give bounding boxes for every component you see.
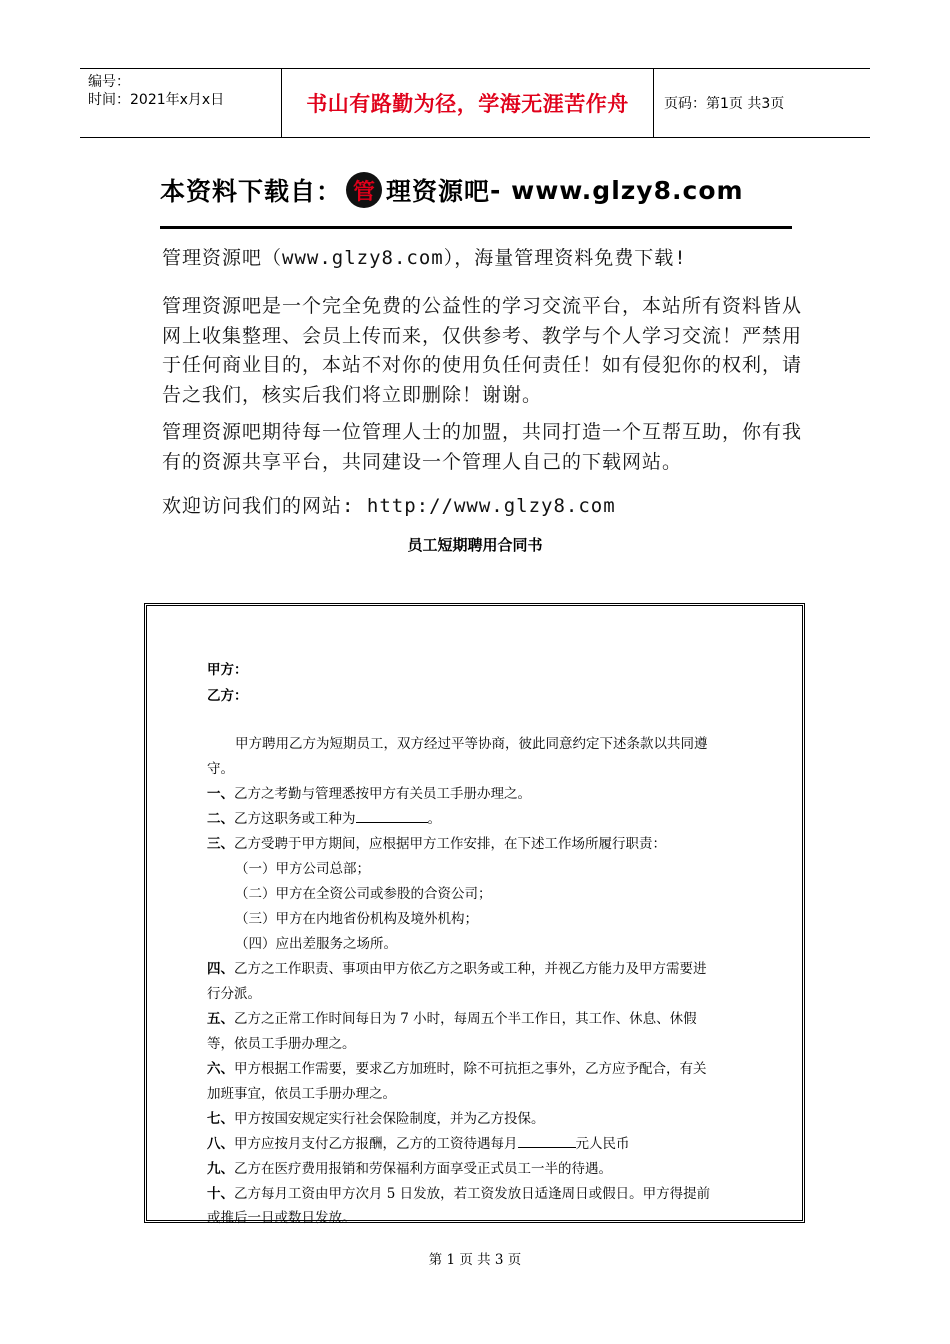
clause-3-sub-1: （一）甲方公司总部；: [235, 861, 370, 877]
clause-number: 九、: [207, 1161, 234, 1177]
site-logo-icon: 管: [346, 172, 382, 208]
clause-number: 三、: [207, 836, 234, 852]
salary-blank-field[interactable]: [518, 1133, 576, 1148]
clause-1: [207, 782, 531, 802]
clause-10-line-1: [207, 1182, 710, 1202]
preamble-line-1: 甲方聘用乙方为短期员工，双方经过平等协商，彼此同意约定下述条款以共同遵: [235, 736, 708, 752]
clause-number: 十、: [207, 1186, 234, 1202]
clause-3-sub-2: （二）甲方在全资公司或参股的合资公司；: [235, 886, 492, 902]
header-page-info: 页码：第1页 共3页: [664, 96, 785, 112]
clause-5-line-2: 等，依员工手册办理之。: [207, 1036, 356, 1052]
clause-5-line-1: [207, 1007, 697, 1027]
clause-text: 乙方之考勤与管理悉按甲方有关员工手册办理之。: [234, 786, 531, 802]
clause-6-line-1: [207, 1057, 707, 1077]
clause-text: 乙方之正常工作时间每日为 7 小时，每周五个半工作日，其工作、休息、休假: [234, 1011, 697, 1027]
clause-number: 六、: [207, 1061, 234, 1077]
clause-4-line-2: 行分派。: [207, 986, 261, 1002]
clause-number: 四、: [207, 961, 234, 977]
clause-text: 甲方按国安规定实行社会保险制度，并为乙方投保。: [234, 1111, 545, 1127]
clause-4-line-1: [207, 957, 707, 977]
intro-paragraph-1: 管理资源吧（www.glzy8.com），海量管理资料免费下载!: [162, 247, 687, 269]
banner-suffix: - www.glzy8.com: [490, 175, 744, 205]
banner-prefix: 本资料下载自：: [160, 177, 343, 206]
clause-number: 七、: [207, 1111, 234, 1127]
clause-number: 八、: [207, 1136, 234, 1152]
header-number-label: 编号：: [88, 74, 130, 90]
banner-site-name: 理资源吧: [386, 177, 491, 206]
clause-2: [207, 807, 441, 827]
clause-number: 五、: [207, 1011, 234, 1027]
header-page-cell: [654, 69, 870, 137]
clause-text: 乙方这职务或工种为: [234, 811, 356, 827]
intro-paragraph-2: 管理资源吧是一个完全免费的公益性的学习交流平台，本站所有资料皆从网上收集整理、会员上传而来，仅供参考、教学与个人学习交流！严禁用于任何商业目的，本站不对你的使用负任何责任！如有侵犯你的权利，请告之我们，核实后我们将立即删除！谢谢。: [162, 295, 803, 406]
document-title: 员工短期聘用合同书: [407, 536, 543, 554]
banner-divider: [160, 226, 792, 229]
party-b-label: 乙方：: [207, 688, 248, 704]
position-blank-field[interactable]: [356, 808, 428, 823]
clause-9: [207, 1157, 612, 1177]
page-footer: 第 1 页 共 3 页: [428, 1252, 522, 1268]
header-motto: 书山有路勤为径，学海无涯苦作舟: [306, 92, 629, 116]
header-time-label: 时间：2021年x月x日: [88, 92, 225, 108]
preamble-line-2: 守。: [207, 761, 234, 777]
clause-text-end: 元人民币: [575, 1136, 630, 1152]
clause-3-sub-3: （三）甲方在内地省份机构及境外机构；: [235, 911, 478, 927]
download-banner: [160, 168, 800, 212]
contract-box: [144, 603, 805, 1226]
intro-website-line[interactable]: 欢迎访问我们的网站: http://www.glzy8.com: [162, 495, 616, 517]
clause-text-end: 。: [427, 811, 441, 827]
clause-3-sub-4: （四）应出差服务之场所。: [235, 936, 397, 952]
intro-paragraph-3: 管理资源吧期待每一位管理人士的加盟，共同打造一个互帮互助，你有我有的资源共享平台，共同建设一个管理人自己的下载网站。: [162, 421, 803, 473]
clause-number: 二、: [207, 811, 234, 827]
clause-6-line-2: 加班事宜，依员工手册办理之。: [207, 1086, 396, 1102]
clause-7: [207, 1107, 545, 1127]
clause-text: 甲方应按月支付乙方报酬，乙方的工资待遇每月: [234, 1136, 518, 1152]
party-a-label: 甲方：: [207, 662, 248, 678]
header-table: [80, 68, 870, 138]
header-meta-cell: [80, 69, 282, 137]
clause-10-line-2: 或推后一日或数日发放。: [207, 1210, 356, 1226]
clause-text: 乙方受聘于甲方期间，应根据甲方工作安排，在下述工作场所履行职责：: [234, 836, 666, 852]
header-motto-cell: [282, 69, 654, 137]
clause-text: 乙方在医疗费用报销和劳保福利方面享受正式员工一半的待遇。: [234, 1161, 612, 1177]
clause-8: [207, 1132, 630, 1152]
clause-text: 乙方每月工资由甲方次月 5 日发放，若工资发放日适逢周日或假日。甲方得提前: [234, 1186, 711, 1202]
clause-text: 乙方之工作职责、事项由甲方依乙方之职务或工种，并视乙方能力及甲方需要进: [234, 961, 707, 977]
clause-text: 甲方根据工作需要，要求乙方加班时，除不可抗拒之事外，乙方应予配合，有关: [234, 1061, 707, 1077]
clause-3: [207, 832, 666, 852]
clause-number: 一、: [207, 786, 234, 802]
